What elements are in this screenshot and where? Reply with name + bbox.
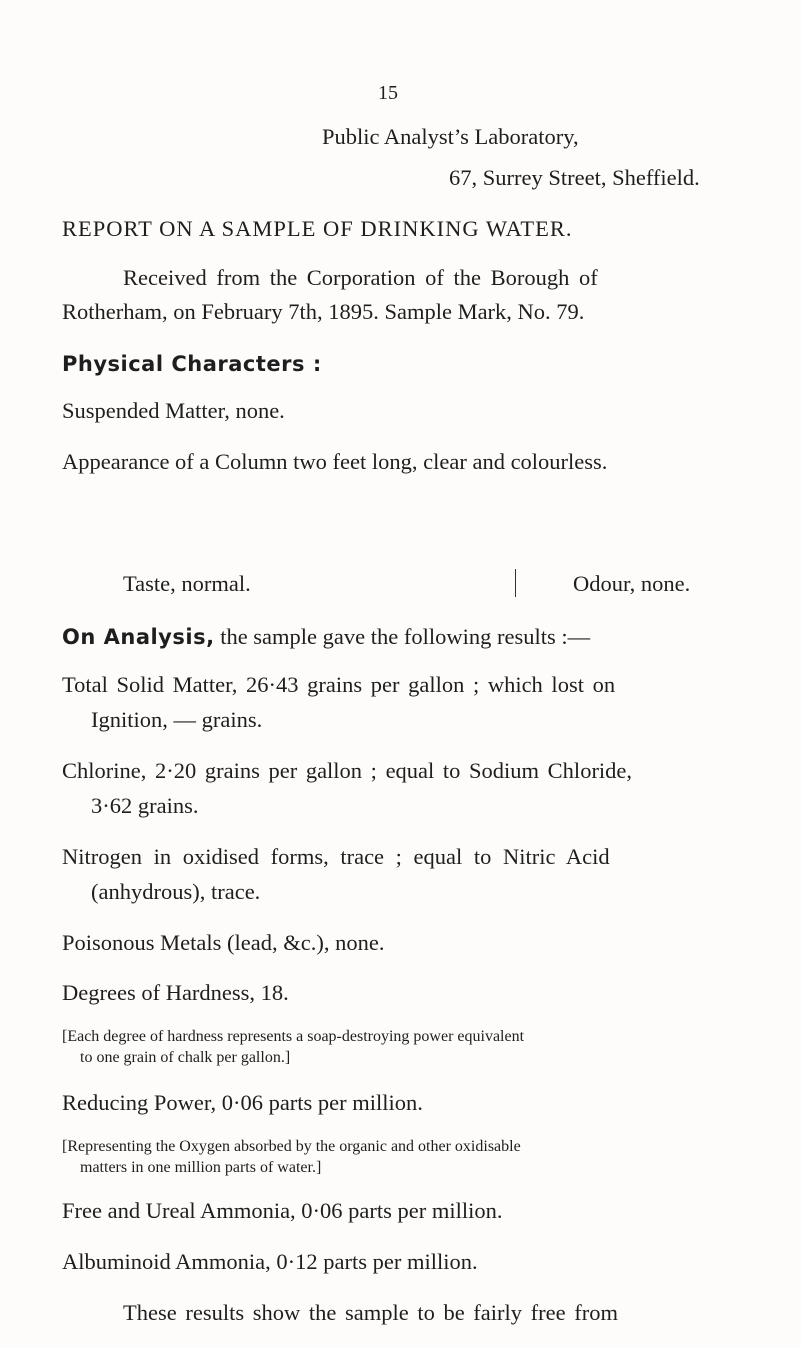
conclusion-line-1: These results show the sample to be fairly free from xyxy=(123,1300,618,1325)
chlorine-line-1: Chlorine, 2·20 grains per gallon ; equal to Sodium Chloride, xyxy=(62,758,633,783)
hardness-note-1: [Each degree of hardness represents a soap-destroying power equivalent xyxy=(62,1028,525,1045)
report-title: REPORT ON A SAMPLE OF DRINKING WATER. xyxy=(62,216,573,241)
taste: Taste, normal. xyxy=(123,571,251,596)
nitrogen-line-1: Nitrogen in oxidised forms, trace ; equal to Nitric Acid xyxy=(62,844,610,869)
free-ammonia: Free and Ureal Ammonia, 0·06 parts per million. xyxy=(62,1198,503,1223)
column-divider xyxy=(515,569,516,597)
hardness-note-2: to one grain of chalk per gallon.] xyxy=(80,1049,291,1066)
intro-line-1: Received from the Corporation of the Borough of xyxy=(123,265,598,290)
intro-line-2: Rotherham, on February 7th, 1895. Sample Mark, No. 79. xyxy=(62,299,585,324)
total-solid-line-2: Ignition, — grains. xyxy=(91,707,263,732)
analysis-heading: On Analysis, xyxy=(62,625,215,649)
lab-name: Public Analyst’s Laboratory, xyxy=(322,124,579,149)
poisonous-metals: Poisonous Metals (lead, &c.), none. xyxy=(62,930,385,955)
reducing-note-2: matters in one million parts of water.] xyxy=(80,1159,322,1176)
suspended-matter: Suspended Matter, none. xyxy=(62,398,285,423)
analysis-intro-text: the sample gave the following results :— xyxy=(220,624,591,649)
reducing-power: Reducing Power, 0·06 parts per million. xyxy=(62,1090,423,1115)
odour: Odour, none. xyxy=(573,571,691,596)
analysis-intro xyxy=(62,623,590,651)
reducing-note-1: [Representing the Oxygen absorbed by the organic and other oxidisable xyxy=(62,1138,521,1155)
page-number: 15 xyxy=(378,82,398,104)
physical-heading: Physical Characters : xyxy=(62,352,322,376)
chlorine-line-2: 3·62 grains. xyxy=(91,793,199,818)
nitrogen-line-2: (anhydrous), trace. xyxy=(91,879,261,904)
total-solid-line-1: Total Solid Matter, 26·43 grains per gallon ; which lost on xyxy=(62,672,616,697)
albuminoid-ammonia: Albuminoid Ammonia, 0·12 parts per million. xyxy=(62,1249,478,1274)
hardness: Degrees of Hardness, 18. xyxy=(62,980,289,1005)
appearance: Appearance of a Column two feet long, clear and colourless. xyxy=(62,449,608,474)
lab-address: 67, Surrey Street, Sheffield. xyxy=(449,165,700,190)
